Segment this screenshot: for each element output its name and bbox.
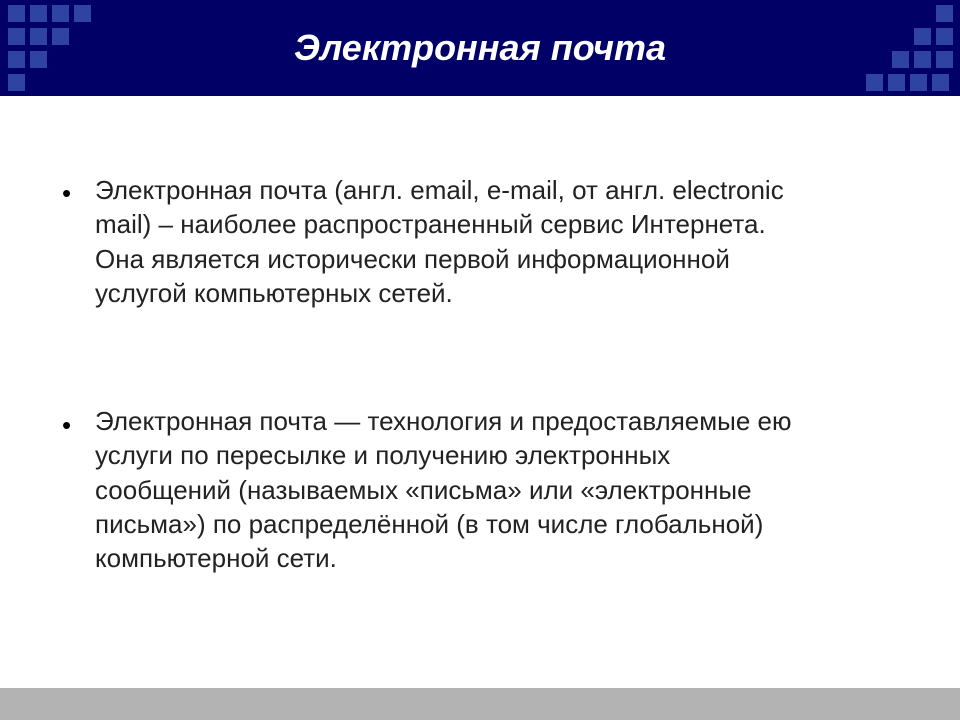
footer-bar: [0, 688, 960, 720]
decor-square: [74, 5, 91, 22]
bullet-text: Электронная почта — технология и предоставляемые ею услуги по пересылке и получению электронных сообщений (называемых «письма» или «электронные письма») по распределённой (в том числе глобальной) компьютерной сети.: [95, 406, 792, 574]
decor-square: [936, 5, 953, 22]
bullet-dot: •: [62, 178, 72, 208]
decor-square: [52, 5, 69, 22]
decor-square: [888, 74, 905, 91]
title-bar: [0, 0, 960, 96]
bullet-text: Электронная почта (англ. email, e-mail, от англ. electronic mail) – наиболее распространенный сервис Интернета. Она является исторически первой информационной услугой компьютерных сетей.: [95, 175, 784, 308]
decor-square: [8, 74, 25, 91]
bullet-dot: •: [62, 410, 72, 440]
slide-title: Электронная почта: [294, 27, 666, 68]
decor-square: [8, 5, 25, 22]
decor-square: [910, 74, 927, 91]
decor-square: [30, 5, 47, 22]
decor-square: [932, 74, 949, 91]
decor-square: [866, 74, 883, 91]
